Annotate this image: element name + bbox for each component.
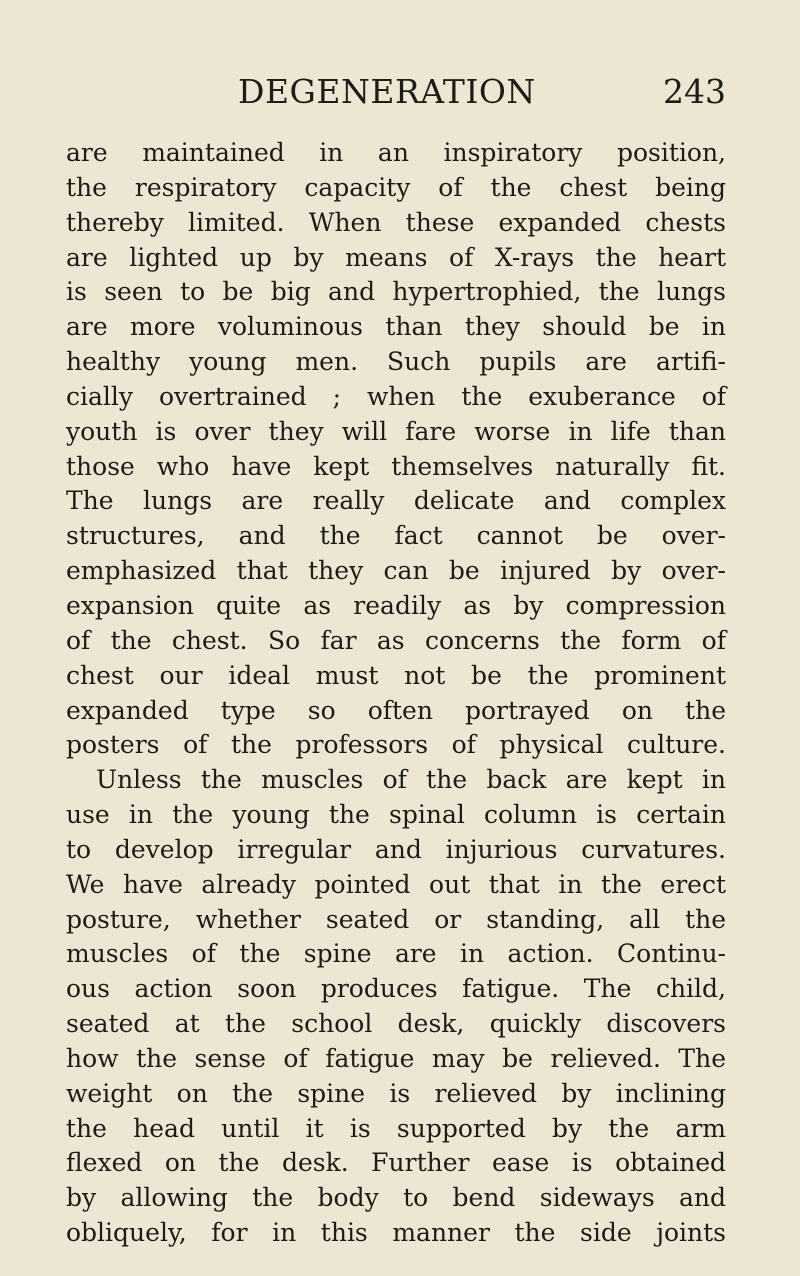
text-line: The lungs are really delicate and complex [66,486,726,516]
body-text [66,136,726,1251]
text-line: emphasized that they can be injured by over- [66,556,726,586]
text-line: weight on the spine is relieved by inclining [66,1078,726,1108]
text-line: seated at the school desk, quickly discovers [66,1009,726,1039]
text-line: how the sense of fatigue may be relieved. The [66,1043,726,1073]
text-line: the respiratory capacity of the chest being [66,172,726,202]
text-line: use in the young the spinal column is certain [66,800,726,830]
text-line: youth is over they will fare worse in life than [66,416,726,446]
text-line: flexed on the desk. Further ease is obtained [66,1148,726,1178]
text-line: posture, whether seated or standing, all the [66,904,726,934]
running-title: DEGENERATION [238,72,536,111]
text-line: of the chest. So far as concerns the form of [66,625,726,655]
text-line: cially overtrained ; when the exuberance of [66,381,726,411]
text-line: those who have kept themselves naturally fit. [66,451,726,481]
page-header [66,70,726,114]
text-line: obliquely, for in this manner the side joints [66,1218,726,1248]
text-line: chest our ideal must not be the prominent [66,660,726,690]
text-line: posters of the professors of physical culture. [66,730,726,760]
text-line: healthy young men. Such pupils are artifi- [66,347,726,377]
text-line: structures, and the fact cannot be over- [66,521,726,551]
text-line: muscles of the spine are in action. Continu- [66,939,726,969]
page-number: 243 [663,72,726,111]
text-line: ous action soon produces fatigue. The child, [66,974,726,1004]
text-line: to develop irregular and injurious curvatures. [66,834,726,864]
text-line: is seen to be big and hypertrophied, the lungs [66,277,726,307]
text-line: thereby limited. When these expanded chests [66,207,726,237]
text-line: are more voluminous than they should be in [66,312,726,342]
text-line: expanded type so often portrayed on the [66,695,726,725]
paragraph-start-line: Unless the muscles of the back are kept in [96,765,726,795]
text-line: the head until it is supported by the arm [66,1113,726,1143]
text-line: expansion quite as readily as by compression [66,590,726,620]
text-line: by allowing the body to bend sideways and [66,1183,726,1213]
text-line: are maintained in an inspiratory position, [66,138,726,167]
text-line: We have already pointed out that in the erect [66,869,726,899]
text-line: are lighted up by means of X-rays the heart [66,242,726,272]
